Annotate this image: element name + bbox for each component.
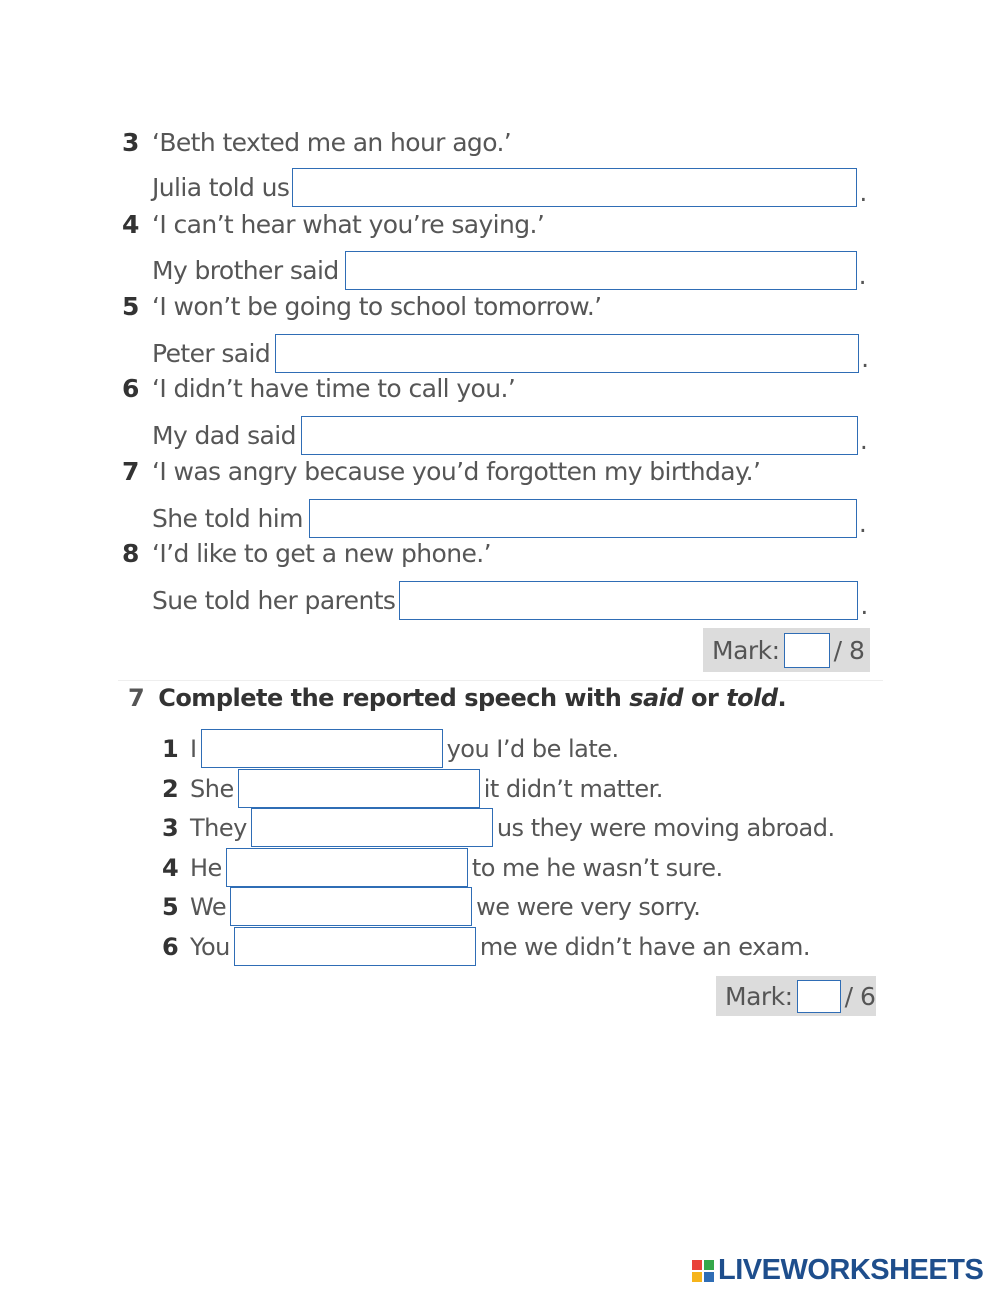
mark-total: / 6 — [844, 981, 876, 1011]
logo-grid-icon — [692, 1260, 714, 1282]
item-number: 3 — [122, 128, 139, 157]
item-number: 7 — [122, 457, 139, 486]
mark-label: Mark: — [725, 981, 793, 1011]
item-number: 5 — [162, 892, 179, 921]
sentence-rest: we were very sorry. — [476, 892, 701, 921]
said-told-input-1[interactable] — [201, 729, 443, 768]
quote-text: ‘I was angry because you’d forgotten my birthday.’ — [152, 457, 761, 486]
reported-row-6 — [152, 416, 867, 455]
logo-square-green — [704, 1260, 714, 1270]
end-period: . — [860, 591, 868, 620]
title-word-said: said — [629, 684, 684, 712]
quote-text: ‘I’d like to get a new phone.’ — [152, 539, 491, 568]
mark-total: / 8 — [833, 635, 865, 665]
quote-row-3 — [122, 128, 511, 157]
sentence-rest: it didn’t matter. — [483, 774, 663, 803]
reported-row-4 — [152, 251, 866, 290]
reported-lead: Julia told us — [152, 173, 290, 202]
said-told-input-3[interactable] — [251, 808, 493, 847]
exercise-title — [128, 684, 786, 712]
subject: You — [190, 932, 230, 961]
said-told-input-6[interactable] — [234, 927, 476, 966]
reported-lead: My brother said — [152, 256, 339, 285]
said-told-row-4 — [162, 848, 723, 887]
sentence-rest: us they were moving abroad. — [496, 813, 835, 842]
item-number: 2 — [162, 774, 179, 803]
liveworksheets-logo — [692, 1254, 983, 1287]
said-told-row-3 — [162, 808, 835, 847]
title-word-told: told — [726, 684, 778, 712]
logo-square-yellow — [692, 1272, 702, 1282]
sentence-rest: you I’d be late. — [446, 734, 619, 763]
logo-square-blue — [704, 1272, 714, 1282]
quote-row-7 — [122, 457, 760, 486]
end-period: . — [858, 509, 867, 538]
quote-text: ‘I can’t hear what you’re saying.’ — [152, 210, 545, 239]
reported-row-7 — [152, 499, 866, 538]
title-connector: or — [683, 684, 727, 712]
answer-input-8[interactable] — [399, 581, 858, 620]
said-told-input-4[interactable] — [226, 848, 468, 887]
end-period: . — [861, 344, 869, 373]
logo-square-red — [692, 1260, 702, 1270]
quote-text: ‘I won’t be going to school tomorrow.’ — [152, 292, 602, 321]
said-told-row-1 — [162, 729, 619, 768]
mark-box-ex6 — [703, 628, 870, 672]
subject: We — [190, 892, 227, 921]
answer-input-7[interactable] — [309, 499, 857, 538]
item-number: 4 — [122, 210, 139, 239]
reported-row-5 — [152, 334, 869, 373]
item-number: 6 — [162, 932, 179, 961]
title-period: . — [777, 684, 787, 712]
item-number: 3 — [162, 813, 179, 842]
answer-input-4[interactable] — [345, 251, 857, 290]
mark-label: Mark: — [712, 635, 780, 665]
item-number: 1 — [162, 734, 179, 763]
said-told-row-5 — [162, 887, 700, 926]
item-number: 5 — [122, 292, 139, 321]
item-number: 4 — [162, 853, 179, 882]
reported-lead: Peter said — [152, 339, 271, 368]
reported-row-8 — [152, 581, 868, 620]
quote-row-8 — [122, 539, 491, 568]
said-told-row-2 — [162, 769, 663, 808]
answer-input-5[interactable] — [275, 334, 859, 373]
mark-input-ex6[interactable] — [784, 633, 830, 668]
end-period: . — [859, 426, 868, 455]
item-number: 6 — [122, 374, 139, 403]
subject: They — [190, 813, 247, 842]
answer-input-6[interactable] — [301, 416, 858, 455]
end-period: . — [858, 261, 866, 290]
answer-input-3[interactable] — [292, 168, 857, 207]
sentence-rest: me we didn’t have an exam. — [479, 932, 811, 961]
reported-row-3 — [152, 168, 867, 207]
exercise-number: 7 — [128, 684, 145, 712]
said-told-row-6 — [162, 927, 810, 966]
reported-lead: She told him — [152, 504, 303, 533]
quote-row-6 — [122, 374, 515, 403]
reported-lead: My dad said — [152, 421, 296, 450]
sentence-rest: to me he wasn’t sure. — [471, 853, 723, 882]
mark-input-ex7[interactable] — [797, 980, 841, 1013]
quote-text: ‘I didn’t have time to call you.’ — [152, 374, 516, 403]
quote-row-4 — [122, 210, 544, 239]
section-divider — [118, 680, 883, 681]
item-number: 8 — [122, 539, 139, 568]
quote-text: ‘Beth texted me an hour ago.’ — [152, 128, 512, 157]
title-text: Complete the reported speech with — [158, 684, 630, 712]
reported-lead: Sue told her parents — [152, 586, 396, 615]
subject: I — [190, 734, 197, 763]
said-told-input-5[interactable] — [230, 887, 472, 926]
quote-row-5 — [122, 292, 602, 321]
subject: He — [190, 853, 222, 882]
subject: She — [190, 774, 234, 803]
mark-box-ex7 — [716, 976, 876, 1016]
end-period: . — [859, 178, 867, 207]
logo-text: LIVEWORKSHEETS — [718, 1254, 984, 1286]
said-told-input-2[interactable] — [238, 769, 480, 808]
